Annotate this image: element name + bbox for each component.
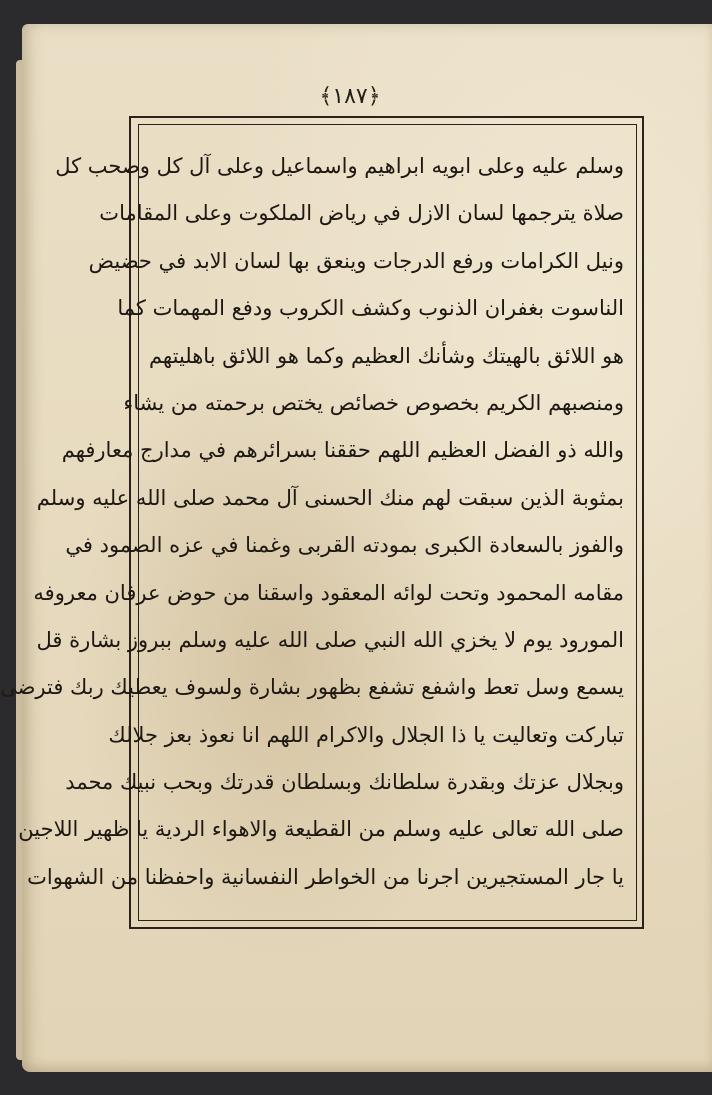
text-line-13: تباركت وتعاليت يا ذا الجلال والاكرام اللهم انا نعوذ بعز جلالك — [108, 722, 624, 747]
text-line-15: صلى الله تعالى عليه وسلم من القطيعة والاهواء الردية يا ظهير اللاجين — [18, 817, 624, 842]
text-line-4: الناسوت بغفران الذنوب وكشف الكروب ودفع المهمات كما — [117, 296, 624, 321]
text-line-5: هو اللائق بالهيتك وشأنك العظيم وكما هو اللائق باهليتهم — [148, 343, 624, 368]
text-line-6: ومنصبهم الكريم بخصوص خصائص يختص برحمته من يشاء — [123, 390, 624, 415]
text-line-3: ونيل الكرامات ورفع الدرجات وينعق بها لسان الابد في حضيض — [88, 248, 624, 273]
text-line-9: والفوز بالسعادة الكبرى بمودته القربى وغمنا في عزه الصمود في — [65, 533, 624, 558]
text-line-14: وبجلال عزتك وبقدرة سلطانك وبسلطان قدرتك وبحب نبيك محمد — [65, 770, 624, 795]
text-line-12: يسمع وسل تعط واشفع تشفع بظهور بشارة ولسوف يعطيك ربك فترضى — [0, 675, 624, 700]
page-number: ﴿١٨٧﴾ — [319, 84, 381, 109]
text-line-8: بمثوبة الذين سبقت لهم منك الحسنى آل محمد صلى الله عليه وسلم — [36, 485, 624, 510]
text-line-2: صلاة يترجمها لسان الازل في رياض الملكوت وعلى المقامات — [99, 201, 624, 226]
text-line-16: يا جار المستجيرين اجرنا من الخواطر النفسانية واحفظنا من الشهوات — [27, 864, 624, 889]
arabic-text-block — [0, 143, 624, 903]
text-line-1: وسلم عليه وعلى ابويه ابراهيم واسماعيل وعلى آل كل وصحب كل — [55, 154, 624, 178]
text-line-10: مقامه المحمود وتحت لوائه المعقود واسقنا من حوض عرفان معروفه — [33, 580, 624, 605]
text-line-7: والله ذو الفضل العظيم اللهم حققنا بسرائرهم في مدارج معارفهم — [61, 438, 624, 463]
text-line-11: المورود يوم لا يخزي الله النبي صلى الله عليه وسلم ببروز بشارة قل — [36, 627, 624, 652]
